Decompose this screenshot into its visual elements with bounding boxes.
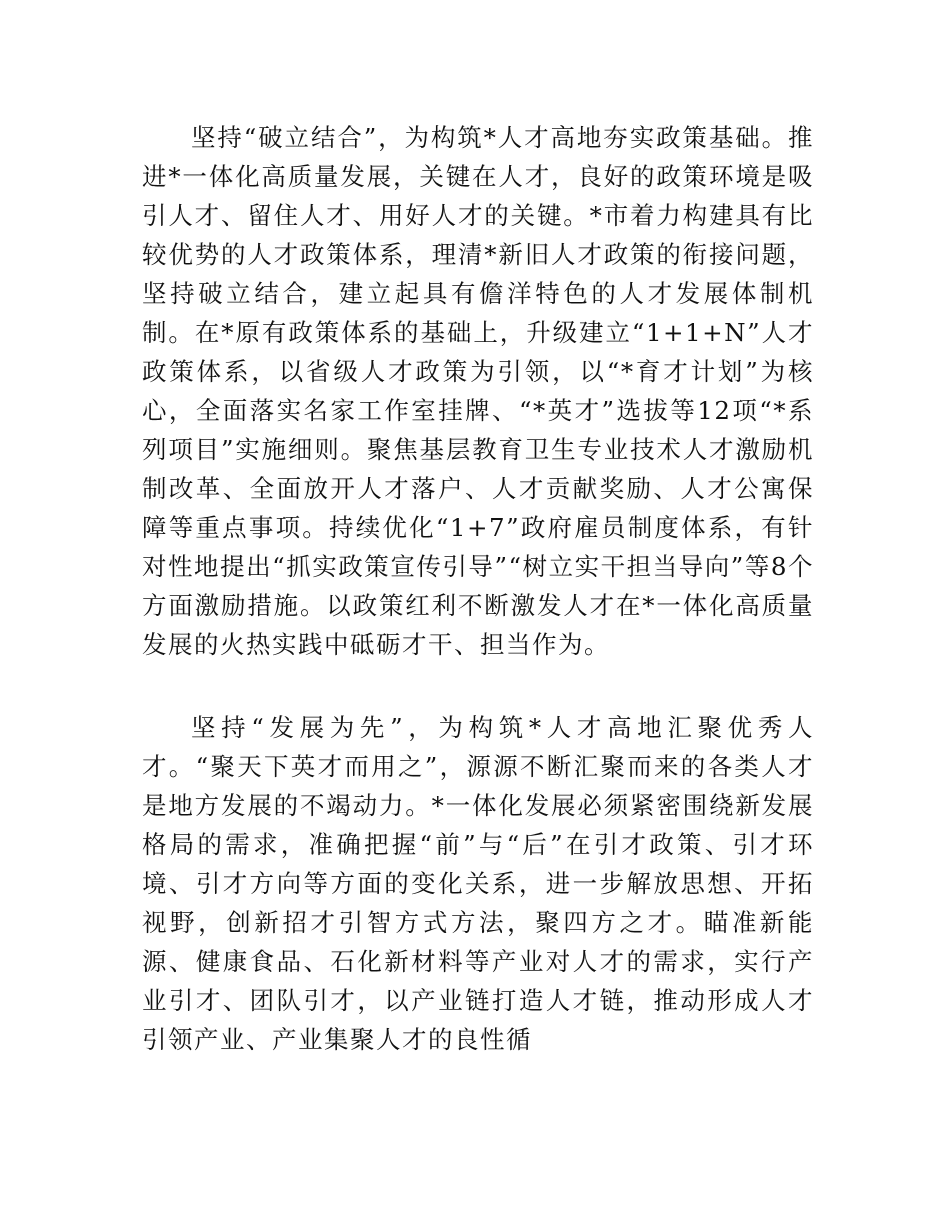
paragraph-policy-foundation: 坚持“破立结合”，为构筑*人才高地夯实政策基础。推进*一体化高质量发展，关键在人才，良好的政策环境是吸引人才、留住人才、用好人才的关键。*市着力构建具有比较优势的人才政策体系，理清*新旧人才政策的衔接问题，坚持破立结合，建立起具有儋洋特色的人才发展体制机制。在*原有政策体系的基础上，升级建立“1+1+N”人才政策体系，以省级人才政策为引领，以“*育才计划”为核心，全面落实名家工作室挂牌、“*英才”选拔等12项“*系列项目”实施细则。聚焦基层教育卫生专业技术人才激励机制改革、全面放开人才落户、人才贡献奖励、人才公寓保障等重点事项。持续优化“1+7”政府雇员制度体系，有针对性地提出“抓实政策宣传引导”“树立实干担当导向”等8个方面激励措施。以政策红利不断激发人才在*一体化高质量发展的火热实践中砥砺才干、担当作为。 — [142, 123, 814, 659]
paragraph-talent-gathering: 坚持“发展为先”，为构筑*人才高地汇聚优秀人才。“聚天下英才而用之”，源源不断汇聚而来的各类人才是地方发展的不竭动力。*一体化发展必须紧密围绕新发展格局的需求，准确把握“前”与“后”在引才政策、引才环境、引才方向等方面的变化关系，进一步解放思想、开拓视野，创新招才引智方式方法，聚四方之才。瞄准新能源、健康食品、石化新材料等产业对人才的需求，实行产业引才、团队引才，以产业链打造人才链，推动形成人才引领产业、产业集聚人才的良性循 — [142, 713, 814, 1054]
